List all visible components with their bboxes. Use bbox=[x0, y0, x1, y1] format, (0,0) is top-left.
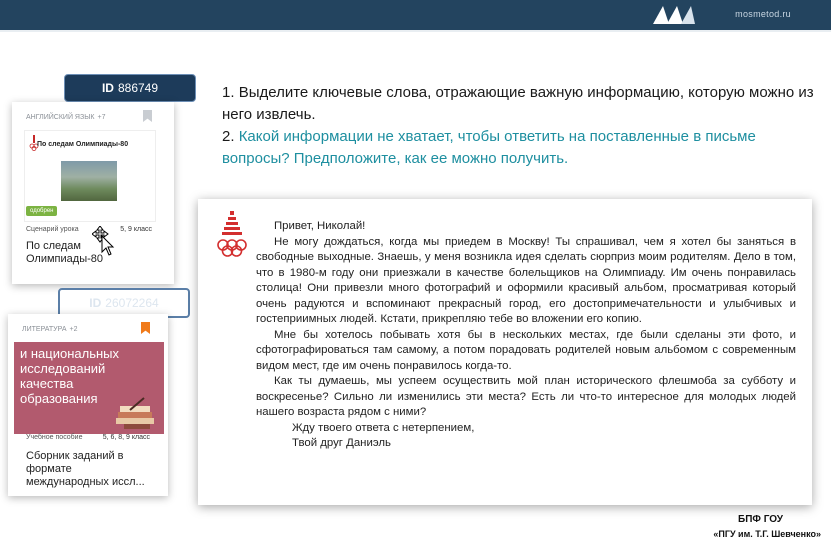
card-type: Сценарий урока bbox=[26, 226, 79, 233]
id-badge-first bbox=[64, 74, 196, 102]
letter-signature: Твой друг Даниэль bbox=[292, 437, 391, 449]
card-grade: 5, 9 класс bbox=[120, 226, 152, 233]
card-title-link[interactable]: По следам Олимпиады-80 bbox=[26, 240, 103, 265]
card-subject: АНГЛИЙСКИЙ ЯЗЫК +7 bbox=[26, 114, 106, 121]
letter-paragraph: Не могу дождаться, когда мы приедем в Москву! Ты спрашивал, чем я хотел бы заняться в свободные выходные. Знаешь, у меня возникла идея сделать сюрприз моим родителям. Дело в том, что в 1980-м году они приезжали в качестве болельщиков на Олимпиаду. Им очень понравилась столица! Они привезли много фотографий и оформили красивый альбом, просматривая который очень радуются и вспоминают прекрасный город, его достопримечательности и улыбчивых и гостеприимных людей. Кстати, прикрепляю тебе во вложении его копию. bbox=[256, 235, 796, 325]
status-badge: одобрен bbox=[26, 206, 57, 216]
letter-text bbox=[256, 219, 796, 452]
thumbnail-title: По следам Олимпиады-80 bbox=[37, 141, 129, 148]
footer-line-1: БПФ ГОУ bbox=[738, 514, 783, 525]
task-list bbox=[222, 82, 826, 170]
card-title-link[interactable]: Сборник заданий в формате международных иссл... bbox=[26, 450, 145, 488]
material-card-literature[interactable] bbox=[8, 314, 168, 496]
card-type: Учебное пособие bbox=[26, 434, 83, 441]
top-bar bbox=[0, 0, 831, 30]
id-badge-number: 26072264 bbox=[105, 296, 159, 310]
id-badge-number: 886749 bbox=[117, 81, 159, 95]
id-badge-prefix: ID bbox=[101, 81, 114, 95]
letter-paragraph: Мне бы хотелось побывать хотя бы в нескольких местах, где были сделаны эти фото, и сфотографироваться там самому, а потом порадовать родителей новым альбомом с современным видом мест, где им очень понравилось когда-то. bbox=[256, 328, 796, 372]
task-1: 1. Выделите ключевые слова, отражающие важную информацию, которую можно из него извлечь. bbox=[222, 84, 814, 123]
bookmark-icon[interactable] bbox=[141, 322, 150, 334]
thumbnail-photo bbox=[61, 161, 117, 201]
card-grade: 5, 6, 8, 9 класс bbox=[102, 434, 150, 441]
id-badge-prefix: ID bbox=[89, 296, 102, 310]
letter-panel bbox=[198, 199, 812, 505]
footer-line-2: «ПГУ им. Т.Г. Шевченко» bbox=[713, 529, 821, 539]
card-thumbnail bbox=[14, 342, 164, 434]
material-card-english[interactable] bbox=[12, 102, 174, 284]
mosmetod-logo-icon bbox=[651, 4, 695, 26]
top-bar-divider bbox=[0, 30, 831, 32]
letter-closing: Жду твоего ответа с нетерпением, bbox=[292, 421, 475, 434]
card-subject: ЛИТЕРАТУРА +2 bbox=[22, 326, 78, 333]
olympic-1980-emblem-icon bbox=[216, 209, 248, 259]
books-icon bbox=[114, 396, 158, 430]
letter-paragraph: Как ты думаешь, мы успеем осуществить мой план исторического флешмоба за субботу и воскресенье? Сильно ли изменились эти места? Есть ли что-то интересное для молодых людей нашего возраста рядом с ними? bbox=[256, 375, 796, 418]
institution-footer bbox=[641, 512, 821, 542]
letter-greeting: Привет, Николай! bbox=[274, 220, 366, 232]
site-url: mosmetod.ru bbox=[735, 9, 791, 19]
task-2: 2. Какой информации не хватает, чтобы ответить на поставленные в письме вопросы? Предположите, как ее можно получить. bbox=[222, 128, 756, 167]
bookmark-icon[interactable] bbox=[143, 110, 152, 122]
move-cursor-icon bbox=[92, 226, 116, 256]
thumbnail-text: и национальных исследований качества образования bbox=[20, 346, 120, 406]
